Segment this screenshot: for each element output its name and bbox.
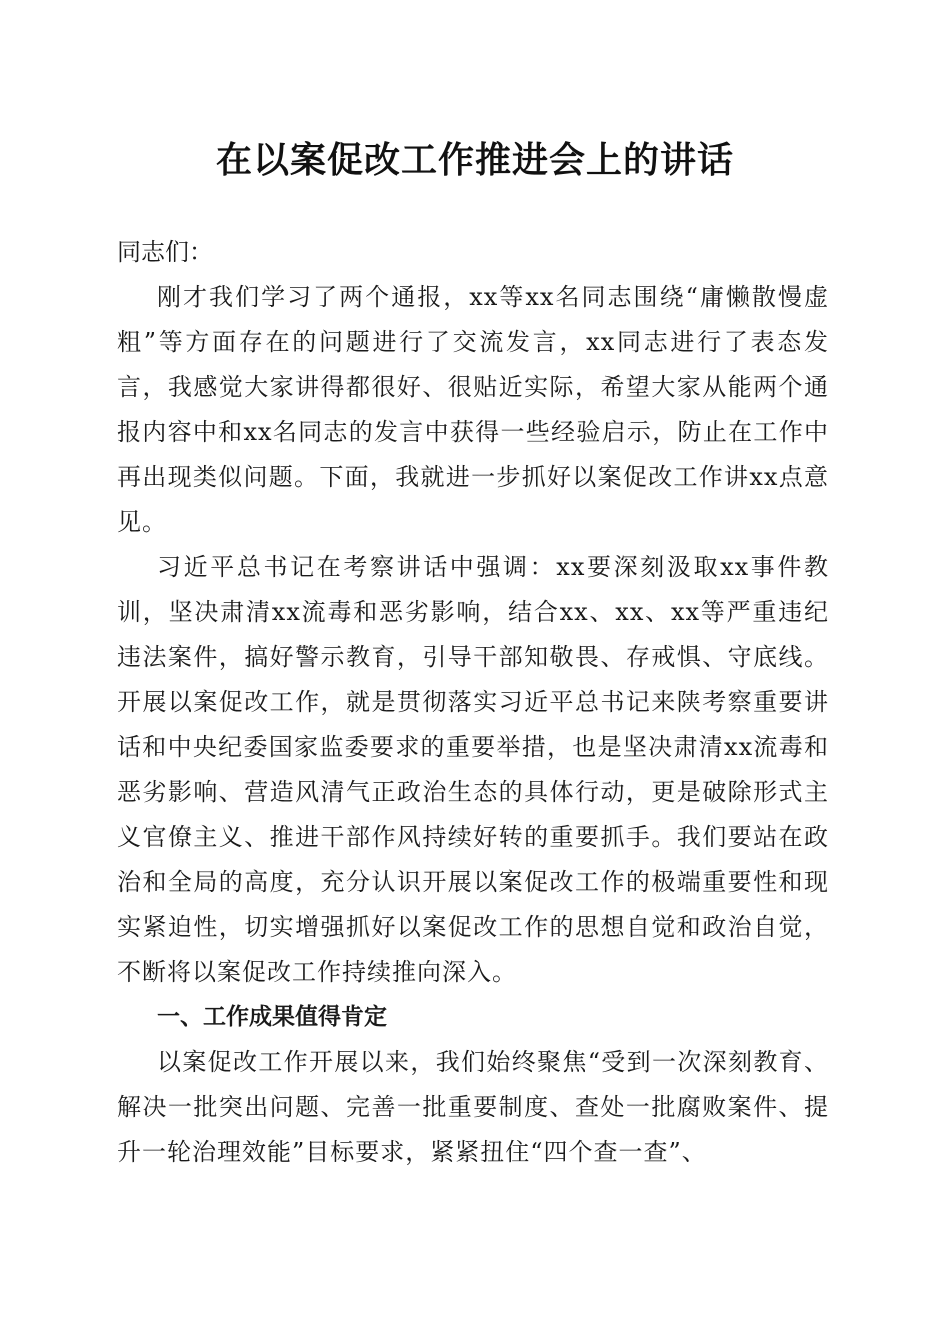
document-title: 在以案促改工作推进会上的讲话: [215, 139, 734, 181]
paragraph-section-one: 以案促改工作开展以来，我们始终聚焦“受到一次深刻教育、解决一批突出问题、完善一批重要制度、查处一批腐败案件、提升一轮治理效能”目标要求，紧紧扭住“四个查一查”、: [117, 1048, 829, 1166]
paragraph-instruction: 习近平总书记在考察讲话中强调：xx要深刻汲取xx事件教训，坚决肃清xx流毒和恶劣影响，结合xx、xx、xx等严重违纪违法案件，搞好警示教育，引导干部知敬畏、存戒惧、守底线。开展以案促改工作，就是贯彻落实习近平总书记来陕考察重要讲话和中央纪委国家监委要求的重要举措，也是坚决肃清xx流毒和恶劣影响、营造风清气正政治生态的具体行动，更是破除形式主义官僚主义、推进干部作风持续好转的重要抓手。我们要站在政治和全局的高度，充分认识开展以案促改工作的极端重要性和现实紧迫性，切实增强抓好以案促改工作的思想自觉和政治自觉，不断将以案促改工作持续推向深入。: [117, 553, 829, 986]
paragraph-opening: 刚才我们学习了两个通报，xx等xx名同志围绕“庸懒散慢虚粗”等方面存在的问题进行了交流发言，xx同志进行了表态发言，我感觉大家讲得都很好、很贴近实际，希望大家从能两个通报内容中和xx名同志的发言中获得一些经验启示，防止在工作中再出现类似问题。下面，我就进一步抓好以案促改工作讲xx点意见。: [117, 283, 829, 536]
section-heading: 一、工作成果值得肯定: [157, 1004, 387, 1030]
salutation: 同志们：: [117, 238, 213, 266]
document-body: [117, 230, 829, 1175]
